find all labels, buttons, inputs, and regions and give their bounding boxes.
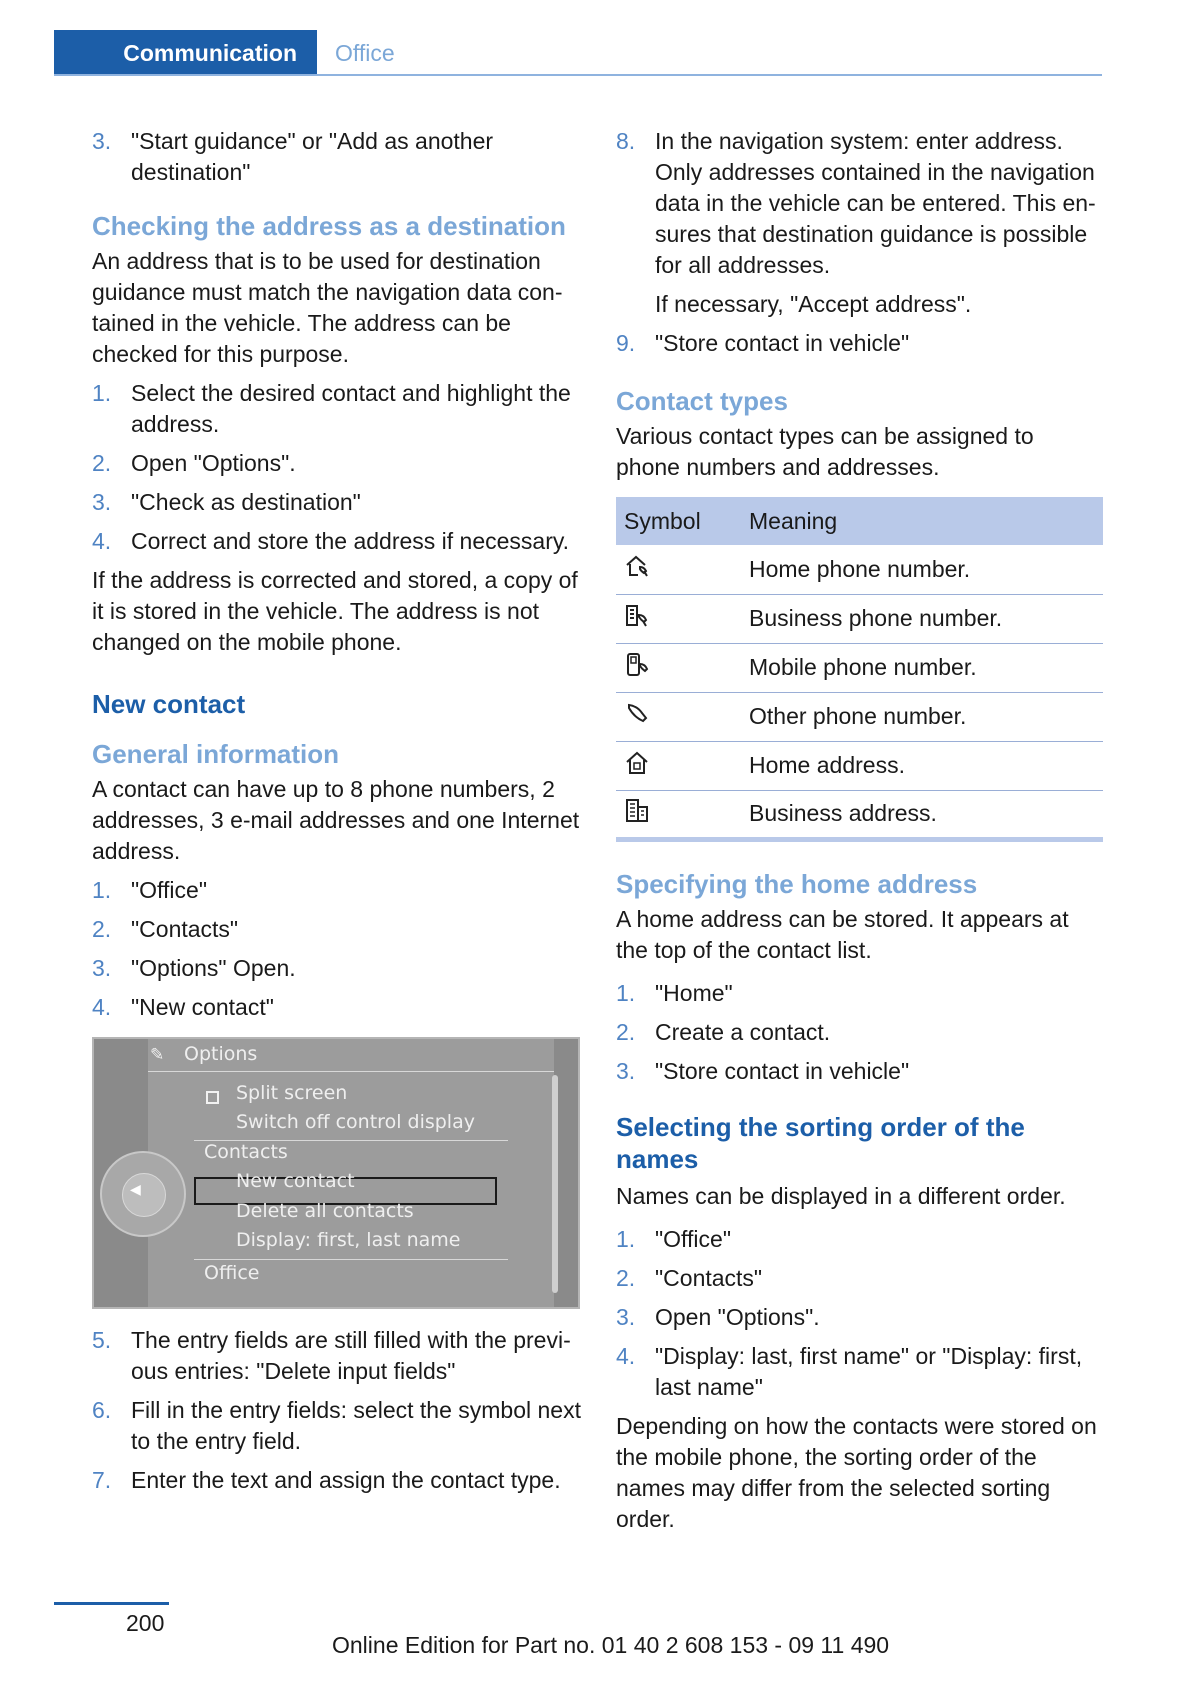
checkbox-icon (206, 1091, 219, 1104)
list-item (616, 1341, 1103, 1403)
symbol-cell (616, 643, 741, 692)
list-item (92, 953, 582, 984)
scrollbar (552, 1075, 558, 1293)
list-item (616, 126, 1103, 320)
meaning-cell: Home address. (741, 741, 1103, 790)
step-text: "Contacts" (655, 1264, 763, 1291)
step-number: 1. (92, 877, 112, 903)
table-row (616, 692, 1103, 741)
list-item (616, 1224, 1103, 1255)
column-header-meaning: Meaning (741, 497, 1103, 545)
step-number: 2. (92, 450, 112, 476)
step-text: "Start guidance" or "Add as another destination" (131, 128, 494, 185)
step-number: 1. (92, 380, 112, 406)
menu-item-delete-all: Delete all contacts (236, 1200, 414, 1222)
list-item (92, 526, 582, 557)
step-number: 3. (92, 955, 112, 981)
table-row (616, 594, 1103, 643)
symbol-cell (616, 594, 741, 643)
symbol-cell (616, 741, 741, 790)
table-row (616, 741, 1103, 790)
route-steps (92, 126, 582, 188)
sorting-intro: Names can be displayed in a different order. (616, 1182, 1066, 1209)
business-phone-icon (624, 603, 652, 629)
menu-item-new-contact: New contact (236, 1170, 355, 1192)
list-item (92, 1465, 582, 1496)
step-number: 3. (616, 1303, 636, 1330)
meaning-cell: Mobile phone number. (741, 643, 1103, 692)
step-number: 3. (92, 128, 112, 154)
new-contact-heading: New contact (92, 689, 246, 719)
meaning-cell: Business address. (749, 800, 937, 826)
table-header-row (616, 497, 1103, 545)
step-text: "Office" (131, 877, 207, 903)
new-contact-steps-2 (92, 1325, 582, 1496)
step-number: 3. (92, 489, 112, 515)
meaning-cell: Business phone number. (741, 594, 1103, 643)
arrow-left-icon: ◀ (130, 1181, 141, 1197)
step-text: Enter the text and assign the contact type. (131, 1467, 561, 1493)
navigation-steps (616, 126, 1103, 359)
step-number: 7. (92, 1467, 112, 1493)
table-row (616, 545, 1103, 594)
list-item (92, 378, 582, 440)
checking-steps (92, 378, 582, 557)
step-text: Correct and store the address if necessary. (131, 528, 570, 554)
table-row (616, 643, 1103, 692)
list-item (616, 1263, 1103, 1294)
step-text: Create a contact. (655, 1018, 831, 1045)
menu-title: Options (184, 1043, 258, 1065)
step-subtext: If necessary, "Accept address". (655, 291, 972, 317)
step-number: 9. (616, 330, 636, 356)
page-number: 200 (126, 1610, 165, 1636)
menu-group-contacts: Contacts (204, 1141, 288, 1163)
controller-knob-center (122, 1173, 166, 1217)
checking-intro: An address that is to be used for destination guidance must match the navigation data contained in the vehicle. The address can be checked for this purpose. (92, 248, 563, 367)
step-number: 3. (616, 1057, 636, 1084)
column-header-symbol: Symbol (616, 497, 741, 545)
symbol-cell (616, 545, 741, 594)
sorting-heading: Selecting the sorting order of the names (616, 1111, 1025, 1174)
step-text: "Display: last, first name" or "Display: first, last name" (655, 1342, 1083, 1400)
menu-group-office: Office (204, 1262, 260, 1284)
step-number: 4. (92, 528, 112, 554)
options-menu-screenshot (92, 1037, 580, 1309)
contact-types-table (616, 497, 1103, 842)
right-column (616, 126, 1103, 1543)
step-number: 5. (92, 1327, 112, 1353)
list-item (92, 448, 582, 479)
sorting-steps (616, 1224, 1103, 1403)
step-text: "Store contact in vehicle" (655, 1057, 910, 1084)
home-address-heading: Specifying the home address (616, 868, 978, 899)
home-phone-icon (624, 553, 652, 579)
home-address-icon (624, 750, 652, 776)
home-address-steps (616, 978, 1103, 1087)
options-icon: ✎ (150, 1045, 165, 1065)
list-item (616, 328, 1103, 359)
step-number: 2. (92, 916, 112, 942)
general-info-heading: General information (92, 739, 340, 769)
home-address-intro: A home address can be stored. It appears at the top of the contact list. (616, 905, 1069, 963)
new-contact-steps (92, 875, 582, 1023)
step-text: In the navigation system: enter address. Only addresses contained in the navigation data in the vehicle can be entered. This ensures that destination guidance is possible for all addresses. (655, 128, 1096, 278)
sorting-note: Depending on how the contacts were stored on the mobile phone, the sorting order of the names may differ from the selected sorting order. (616, 1412, 1097, 1532)
table-row (616, 790, 1103, 839)
step-text: "Check as destination" (131, 489, 361, 515)
step-number: 2. (616, 1264, 636, 1291)
section-tab: Communication (54, 30, 317, 76)
list-item (92, 1395, 582, 1457)
step-text: Select the desired contact and highlight the address. (131, 380, 571, 437)
step-number: 4. (616, 1342, 636, 1369)
step-text: "New contact" (131, 994, 274, 1020)
step-text: Open "Options". (655, 1303, 820, 1330)
step-text: The entry fields are still filled with the previous entries: "Delete input fields" (131, 1327, 571, 1384)
business-address-icon (624, 798, 652, 824)
step-number: 1. (616, 1225, 636, 1252)
step-number: 6. (92, 1397, 112, 1423)
header-rule (54, 74, 1102, 76)
checking-note: If the address is corrected and stored, a copy of it is stored in the vehicle. The address is not changed on the mobile phone. (92, 567, 578, 655)
symbol-cell (616, 692, 741, 741)
step-text: Open "Options". (131, 450, 296, 476)
list-item (616, 1056, 1103, 1087)
menu-separator (148, 1071, 554, 1072)
list-item (92, 992, 582, 1023)
checking-heading: Checking the address as a destination (92, 211, 566, 241)
list-item (92, 1325, 582, 1387)
step-text: "Home" (655, 979, 733, 1006)
symbol-cell (616, 790, 741, 839)
list-item (92, 914, 582, 945)
step-number: 8. (616, 128, 636, 154)
list-item (92, 126, 582, 188)
edition-note: Online Edition for Part no. 01 40 2 608 153 - 09 11 490 (332, 1632, 890, 1658)
menu-item-switch-off: Switch off control display (236, 1111, 475, 1133)
subsection-label: Office (335, 40, 395, 66)
menu-item-split-screen: Split screen (236, 1082, 348, 1104)
menu-separator (194, 1259, 508, 1260)
list-item (616, 1302, 1103, 1333)
step-text: "Store contact in vehicle" (655, 330, 910, 356)
meaning-cell: Home phone number. (741, 545, 1103, 594)
step-number: 4. (92, 994, 112, 1020)
meaning-cell: Other phone number. (741, 692, 1103, 741)
step-text: "Contacts" (131, 916, 239, 942)
other-phone-icon (624, 701, 652, 727)
step-text: "Office" (655, 1225, 731, 1252)
step-number: 1. (616, 979, 636, 1006)
list-item (616, 1017, 1103, 1048)
contact-types-heading: Contact types (616, 386, 788, 416)
step-number: 2. (616, 1018, 636, 1045)
step-text: "Options" Open. (131, 955, 296, 981)
general-info-intro: A contact can have up to 8 phone numbers, 2 addresses, 3 e-mail addresses and one Internet address. (92, 776, 580, 864)
list-item (92, 875, 582, 906)
step-text: Fill in the entry fields: select the symbol next to the entry field. (131, 1397, 581, 1454)
list-item (616, 978, 1103, 1009)
left-column (92, 126, 582, 1504)
footer-rule (54, 1602, 169, 1605)
mobile-phone-icon (624, 652, 652, 678)
list-item (92, 487, 582, 518)
contact-types-intro: Various contact types can be assigned to phone numbers and addresses. (616, 423, 1034, 480)
menu-item-display-order: Display: first, last name (236, 1229, 461, 1251)
